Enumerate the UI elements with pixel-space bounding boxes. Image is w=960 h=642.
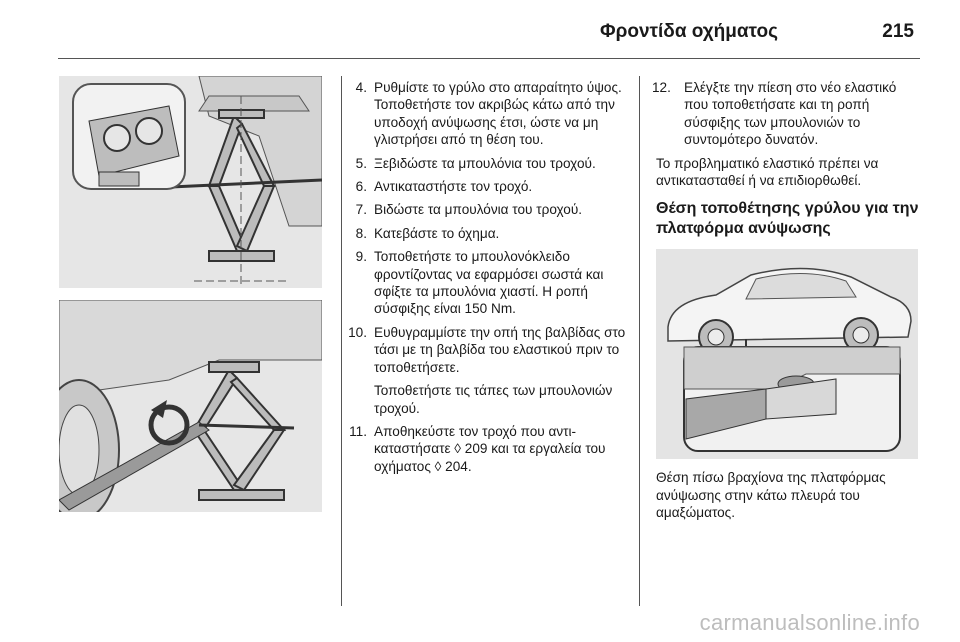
step-text: Ξεβιδώστε τα μπουλόνια του τροχού. [374,155,596,171]
step-number: 7. [355,202,367,218]
step-text: Ελέγξτε την πίεση στο νέο ελαστικό που τοποθετήσατε και τη ροπή σύσφιξης των μπουλονιών το συντομότερο δυνατόν. [684,80,897,148]
step-subtext: Τοποθετήστε τις τάπες των μπουλονιών τροχού. [374,383,613,416]
step-item [335,423,627,475]
jack-position-illustration [59,76,322,288]
step-text: Κατεβάστε το όχημα. [374,225,500,241]
lifting-platform-drawing [656,249,918,459]
section-heading: Θέση τοποθέτησης γρύλου για την πλατφόρμα ανύψωσης [656,200,919,238]
right-column [652,79,922,522]
watermark: carmanualsonline.info [699,610,920,635]
step-item [335,155,627,172]
step-text: Τοποθετήστε το μπουλονόκλειδο φροντίζοντας να εφαρμόσει σωστά και σφίξτε τα μπουλόνια χιαστί. Η ροπή σύσφιξης είναι 150 Nm. [374,249,604,317]
step-text: Ρυθμίστε το γρύλο στο απαραίτητο ύψος. Τοποθετήστε τον ακριβώς κάτω από την υποδοχή ανύψωσης έτσι, ώστε να μη γλιστρήσει από τη θέση του. [374,80,622,148]
jack-position-drawing [59,76,322,288]
step-number: 9. [355,249,367,265]
step-item [335,178,627,195]
page-number: 215 [882,21,914,42]
step-number: 12. [652,80,671,95]
step-item [652,79,922,149]
header-title: Φροντίδα οχήματος [600,21,778,42]
step-item [335,225,627,242]
jack-crank-drawing [59,300,322,512]
step-number: 10. [348,324,367,340]
column-divider-2 [639,76,640,606]
step-text: Ευθυγραμμίστε την οπή της βαλβίδας στο τάσι με τη βαλβίδα του ελαστικού πριν το τοποθετήσετε. [374,324,626,375]
figure-caption: Θέση πίσω βραχίονα της πλατφόρμας ανύψωσης στην κάτω πλευρά του αμαξώματος. [656,470,886,521]
step-number: 4. [355,80,367,95]
info-paragraph: Το προβληματικό ελαστικό πρέπει να αντικατασταθεί ή να επιδιορθωθεί. [656,155,879,189]
step-text: Βιδώστε τα μπουλόνια του τροχού. [374,202,583,218]
step-item [335,201,627,218]
step-text: Αποθηκεύστε τον τροχό που αντικαταστήσατε ◊ 209 και τα εργαλεία του οχήματος ◊ 204. [374,423,606,474]
step-number: 11. [349,423,367,439]
step-item [335,324,627,417]
jack-crank-illustration [59,300,322,512]
step-number: 5. [355,155,367,171]
step-item [335,248,627,318]
lifting-platform-illustration [656,249,918,459]
step-number: 6. [355,179,367,195]
step-text: Αντικαταστήστε τον τροχό. [374,179,533,195]
step-number: 8. [355,225,367,241]
instructions-column [335,79,627,481]
step-item [335,79,627,149]
header-rule [58,58,920,59]
